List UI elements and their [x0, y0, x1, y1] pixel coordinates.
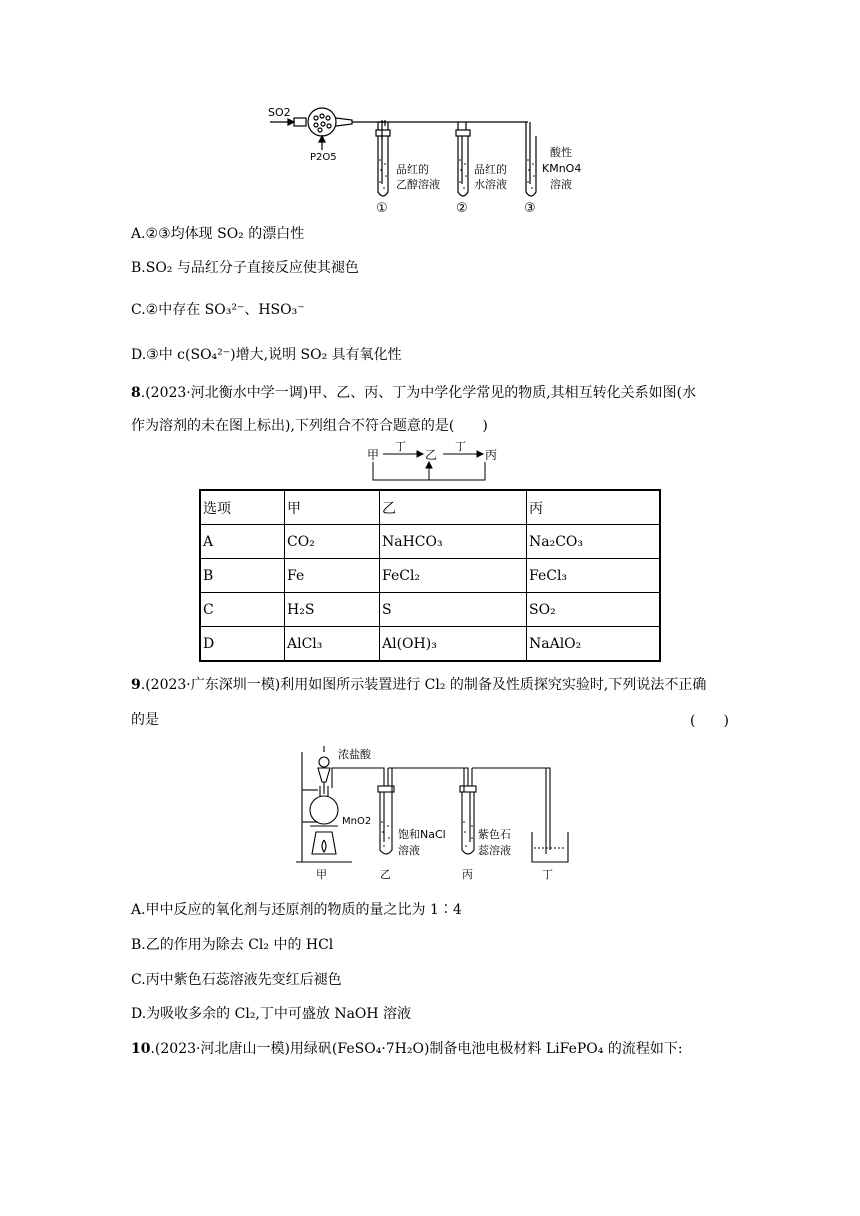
diagram-bing: 丙: [485, 448, 498, 462]
hcl-label: 浓盐酸: [338, 748, 371, 761]
table-cell: CO₂: [285, 525, 380, 559]
table-row: [200, 559, 660, 593]
bing-label-2: 蕊溶液: [478, 844, 511, 857]
q8-number: 8: [131, 385, 141, 401]
so2-label: SO2: [268, 106, 291, 119]
table-cell: AlCl₃: [285, 627, 380, 662]
q9-stem-line1: [131, 675, 706, 695]
q9-stem-line2: 的是: [131, 712, 159, 728]
q7-option-c: C.②中存在 SO₃²⁻、HSO₃⁻: [131, 302, 305, 318]
q7-option-b: B.SO₂ 与品红分子直接反应使其褪色: [131, 260, 359, 276]
bing-label-1: 紫色石: [478, 828, 511, 841]
q8-stem-line1: [131, 383, 696, 403]
table-cell: FeCl₂: [380, 559, 527, 593]
table-header-cell: 乙: [380, 490, 527, 525]
tube3-label-1: 酸性: [550, 146, 572, 159]
diagram-yi: 乙: [425, 448, 438, 462]
table-cell: D: [200, 627, 285, 662]
table-cell: NaHCO₃: [380, 525, 527, 559]
q7-option-d: D.③中 c(SO₄²⁻)增大,说明 SO₂ 具有氧化性: [131, 347, 402, 363]
q9-text-1: .(2023·广东深圳一模)利用如图所示装置进行 Cl₂ 的制备及性质探究实验时,下列说法不正确: [140, 677, 707, 693]
q9-answer-paren: ( ): [690, 713, 729, 729]
q7-option-a: A.②③均体现 SO₂ 的漂白性: [131, 226, 305, 242]
table-cell: S: [380, 593, 527, 627]
table-row: [200, 525, 660, 559]
q9-option-c: C.丙中紫色石蕊溶液先变红后褪色: [131, 972, 342, 988]
table-row: [200, 593, 660, 627]
q8-text-1: .(2023·河北衡水中学一调)甲、乙、丙、丁为中学化学常见的物质,其相互转化关系如图(水: [140, 385, 697, 401]
table-header-cell: 丙: [527, 490, 661, 525]
table-cell: A: [200, 525, 285, 559]
tube1-label-1: 品红的: [396, 163, 429, 176]
q10-text-1: .(2023·河北唐山一模)用绿矾(FeSO₄·7H₂O)制备电池电极材料 LiFePO₄ 的流程如下:: [150, 1041, 683, 1057]
q10-stem-line1: [131, 1039, 683, 1059]
label-yi: 乙: [380, 868, 391, 881]
table-header-cell: 甲: [285, 490, 380, 525]
table-cell: NaAlO₂: [527, 627, 661, 662]
so2-apparatus-figure: [260, 100, 600, 220]
label-bing: 丙: [462, 868, 473, 881]
table-header-row: [200, 490, 660, 525]
diagram-ding-1: 丁: [395, 440, 406, 453]
table-cell: B: [200, 559, 285, 593]
q8-options-table: [199, 489, 661, 662]
table-cell: Na₂CO₃: [527, 525, 661, 559]
table-cell: H₂S: [285, 593, 380, 627]
q8-conversion-diagram: [365, 440, 505, 488]
table-cell: C: [200, 593, 285, 627]
p2o5-label: P2O5: [310, 152, 337, 163]
tube1-number: ①: [376, 201, 388, 216]
table-cell: FeCl₃: [527, 559, 661, 593]
tube2-label-1: 品红的: [474, 163, 507, 176]
q9-option-a: A.甲中反应的氧化剂与还原剂的物质的量之比为 1∶4: [131, 902, 462, 918]
tube3-number: ③: [524, 201, 536, 216]
diagram-ding-2: 丁: [455, 440, 466, 453]
label-jia: 甲: [316, 868, 327, 881]
cl2-apparatus-figure: [292, 742, 572, 882]
table-row: [200, 627, 660, 662]
table-cell: SO₂: [527, 593, 661, 627]
q9-number: 9: [131, 677, 141, 693]
tube2-number: ②: [456, 201, 468, 216]
label-ding: 丁: [542, 868, 553, 881]
table-cell: Al(OH)₃: [380, 627, 527, 662]
tube3-label-3: 溶液: [550, 178, 572, 191]
diagram-jia: 甲: [367, 448, 380, 462]
q9-option-d: D.为吸收多余的 Cl₂,丁中可盛放 NaOH 溶液: [131, 1006, 412, 1022]
yi-label-2: 溶液: [398, 844, 420, 857]
tube3-label-2: KMnO4: [542, 162, 582, 175]
table-cell: Fe: [285, 559, 380, 593]
yi-label-1: 饱和NaCl: [398, 828, 446, 841]
table-header-cell: 选项: [200, 490, 285, 525]
mno2-label: MnO2: [342, 816, 372, 827]
q9-option-b: B.乙的作用为除去 Cl₂ 中的 HCl: [131, 937, 334, 953]
tube1-label-2: 乙醇溶液: [396, 178, 440, 191]
q8-stem-line2: 作为溶剂的未在图上标出),下列组合不符合题意的是( ): [131, 418, 488, 434]
tube2-label-2: 水溶液: [474, 178, 507, 191]
q10-number: 10: [131, 1041, 151, 1057]
